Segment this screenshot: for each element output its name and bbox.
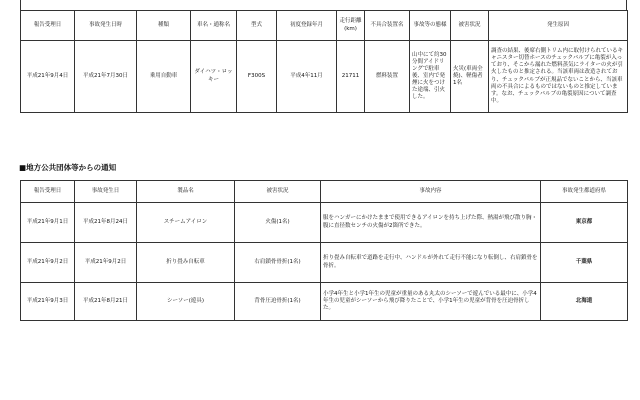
table1-header-row [21, 11, 628, 41]
cell-report-date: 平成21年9月3日 [21, 283, 75, 321]
col-device: 不具合装置名 [365, 11, 410, 41]
table-row [21, 203, 628, 243]
col-model: 型式 [237, 11, 277, 41]
col-type: 種類 [137, 11, 191, 41]
table-row [21, 41, 628, 113]
col-content: 事故内容 [321, 181, 541, 203]
col-mileage: 走行距離(km) [337, 11, 365, 41]
cell-car-name: ダイハツ・ロッキー [191, 41, 237, 113]
cell-incident-date: 平成21年7月30日 [75, 41, 137, 113]
cell-content: 服をハンガーにかけたままで使用できるアイロンを持ち上げた際、熱湯が飛び散り胸・腹に直径数センチの火傷が2箇所できた。 [321, 203, 541, 243]
cell-damage: 背骨圧迫骨折(1名) [235, 283, 321, 321]
col-report-date: 報告受理日 [21, 11, 75, 41]
cell-incident-date: 平成21年8月24日 [75, 203, 137, 243]
col-mode: 事故等の態様 [410, 11, 451, 41]
cell-model: F300S [237, 41, 277, 113]
cell-incident-date: 平成21年9月2日 [75, 243, 137, 283]
col-product: 製品名 [137, 181, 235, 203]
cell-product: スチームアイロン [137, 203, 235, 243]
section-title [19, 162, 116, 173]
cell-device: 燃料装置 [365, 41, 410, 113]
cell-damage: 右肩鎖骨骨折(1名) [235, 243, 321, 283]
cell-cause: 調査の結果、後席右側トリム内に取付けられているキャニスター切替ホースのチェックバルブに亀裂が入っており、そこから漏れた燃料蒸気にライターの火が引火したものと推定される。当該車両は改造されており、チェックバルブが正規品でないことから、当該車両の不具合によるものではないものと推定しています。なお、チェックバルブの亀裂原因について調査中。 [489, 41, 628, 113]
local-government-notice-table [20, 180, 628, 321]
cell-mileage: 21711 [337, 41, 365, 113]
cell-mode: 山中にて約30分間アイドリングで駐車後、室内で発煙に火をつけた途端、引火した。 [410, 41, 451, 113]
cell-report-date: 平成21年9月2日 [21, 243, 75, 283]
col-cause: 発生原因 [489, 11, 628, 41]
cell-report-date: 平成21年9月1日 [21, 203, 75, 243]
col-car-name: 車名・通称名 [191, 11, 237, 41]
table-row [21, 243, 628, 283]
col-incident-date: 事故発生日時 [75, 11, 137, 41]
col-first-reg: 初度登録年月 [277, 11, 337, 41]
cell-product: シーソー(遊具) [137, 283, 235, 321]
cell-content: 折り畳み自転車で道路を走行中、ハンドルが外れて走行不能になり転倒し、右肩鎖骨を骨折。 [321, 243, 541, 283]
cell-incident-date: 平成21年8月21日 [75, 283, 137, 321]
cell-content: 小学4年生と小学1年生の児童が重量のある丸太のシーソーで遊んでいる最中に、小学4年生の児童がシーソーから飛び降りたことで、小学1年生の児童が背骨を圧迫骨折した。 [321, 283, 541, 321]
col-prefecture: 事故発生都道府県 [541, 181, 628, 203]
col-damage: 被害状況 [235, 181, 321, 203]
cell-first-reg: 平成4年11月 [277, 41, 337, 113]
col-damage: 被害状況 [451, 11, 489, 41]
cell-damage: 火災(車両全焼)、軽傷者1名 [451, 41, 489, 113]
cell-damage: 火傷(1名) [235, 203, 321, 243]
cell-prefecture: 北海道 [541, 283, 628, 321]
recall-report-table [20, 10, 628, 113]
cell-report-date: 平成21年9月4日 [21, 41, 75, 113]
previous-table-edge [20, 0, 627, 10]
cell-type: 乗用自動車 [137, 41, 191, 113]
col-report-date: 報告受理日 [21, 181, 75, 203]
table-row [21, 283, 628, 321]
col-incident-date: 事故発生日 [75, 181, 137, 203]
cell-product: 折り畳み自転車 [137, 243, 235, 283]
cell-prefecture: 千葉県 [541, 243, 628, 283]
table2-header-row [21, 181, 628, 203]
section-title-text: ■地方公共団体等からの通知 [19, 163, 117, 172]
cell-prefecture: 東京都 [541, 203, 628, 243]
